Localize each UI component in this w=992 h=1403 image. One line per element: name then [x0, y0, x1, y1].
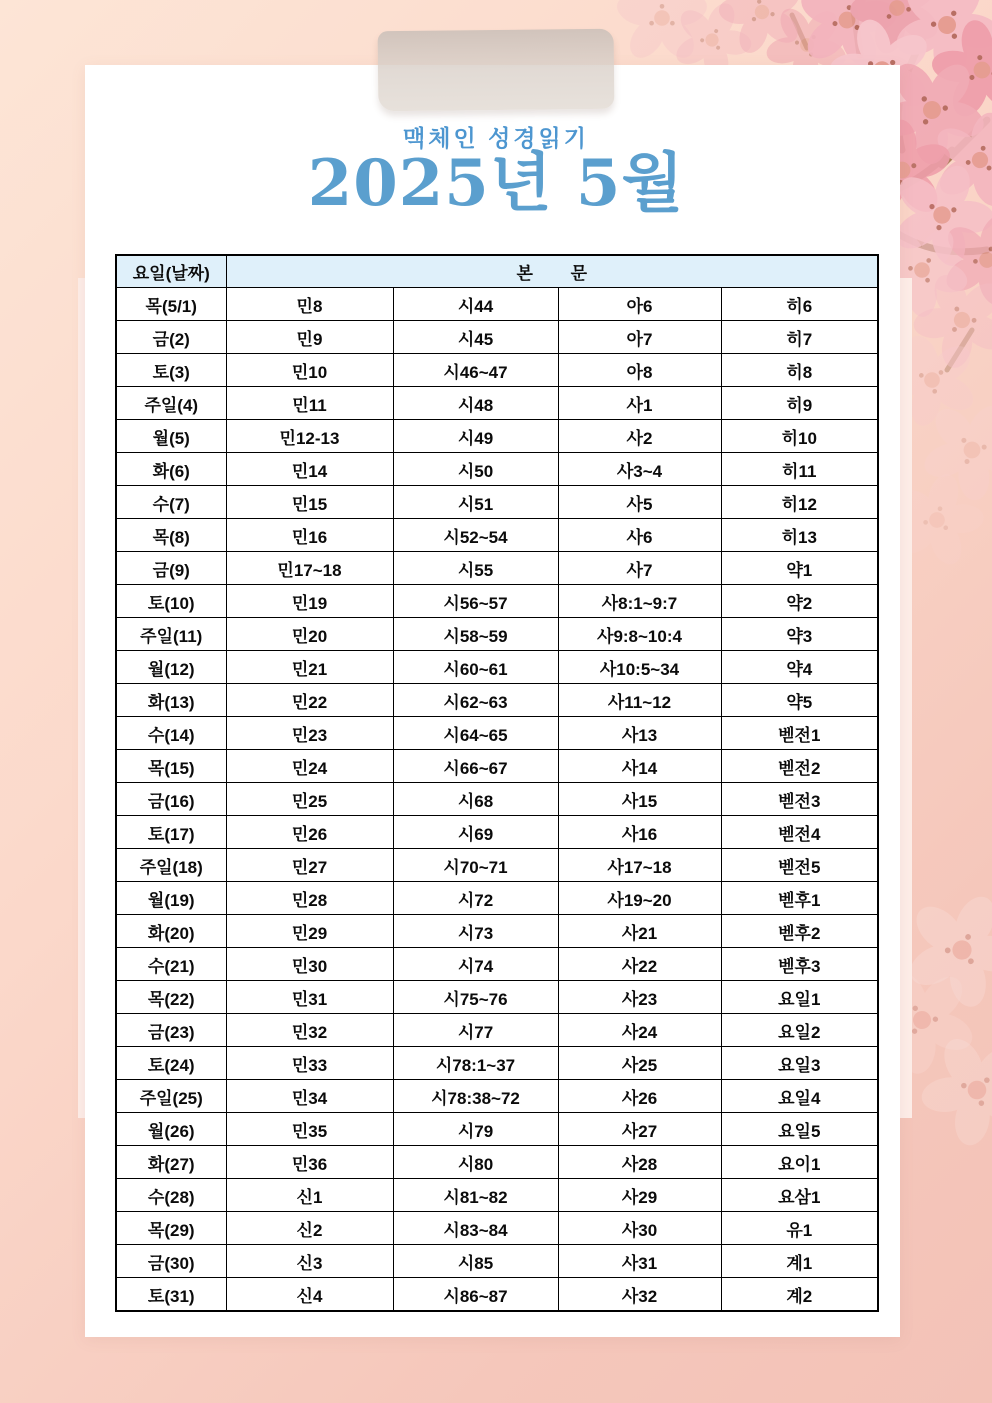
- reading-table: [115, 254, 879, 1312]
- passage-cell: 사13: [558, 717, 721, 750]
- passage-cell: 민11: [226, 387, 393, 420]
- table-row: [116, 882, 878, 915]
- table-row: [116, 981, 878, 1014]
- passage-cell: 민27: [226, 849, 393, 882]
- passage-cell: 사21: [558, 915, 721, 948]
- passage-cell: 시68: [393, 783, 558, 816]
- passage-cell: 히6: [721, 288, 878, 321]
- day-cell: 목(29): [116, 1212, 226, 1245]
- day-cell: 토(17): [116, 816, 226, 849]
- passage-cell: 민12-13: [226, 420, 393, 453]
- passage-cell: 시78:38~72: [393, 1080, 558, 1113]
- passage-cell: 사27: [558, 1113, 721, 1146]
- passage-cell: 요일5: [721, 1113, 878, 1146]
- passage-cell: 사2: [558, 420, 721, 453]
- poster-title: 2025년 5월: [307, 146, 685, 221]
- passage-cell: 시78:1~37: [393, 1047, 558, 1080]
- passage-cell: 아7: [558, 321, 721, 354]
- day-cell: 수(7): [116, 486, 226, 519]
- day-cell: 주일(18): [116, 849, 226, 882]
- passage-cell: 민25: [226, 783, 393, 816]
- passage-cell: 민35: [226, 1113, 393, 1146]
- passage-cell: 시55: [393, 552, 558, 585]
- passage-cell: 시49: [393, 420, 558, 453]
- passage-cell: 시66~67: [393, 750, 558, 783]
- passage-cell: 사29: [558, 1179, 721, 1212]
- day-cell: 수(28): [116, 1179, 226, 1212]
- table-row: [116, 420, 878, 453]
- passage-cell: 사23: [558, 981, 721, 1014]
- passage-cell: 사17~18: [558, 849, 721, 882]
- table-row: [116, 453, 878, 486]
- day-cell: 토(24): [116, 1047, 226, 1080]
- passage-cell: 벧전5: [721, 849, 878, 882]
- table-row: [116, 750, 878, 783]
- passage-cell: 시83~84: [393, 1212, 558, 1245]
- passage-cell: 벧후2: [721, 915, 878, 948]
- passage-cell: 사16: [558, 816, 721, 849]
- table-row: [116, 1245, 878, 1278]
- passage-cell: 약5: [721, 684, 878, 717]
- passage-cell: 히9: [721, 387, 878, 420]
- passage-cell: 시58~59: [393, 618, 558, 651]
- table-row: [116, 1113, 878, 1146]
- table-row: [116, 1278, 878, 1312]
- passage-cell: 히12: [721, 486, 878, 519]
- washi-tape: [378, 29, 615, 111]
- passage-cell: 요일4: [721, 1080, 878, 1113]
- passage-cell: 시44: [393, 288, 558, 321]
- day-cell: 주일(11): [116, 618, 226, 651]
- passage-cell: 시81~82: [393, 1179, 558, 1212]
- passage-cell: 신1: [226, 1179, 393, 1212]
- passage-cell: 사6: [558, 519, 721, 552]
- passage-cell: 시86~87: [393, 1278, 558, 1312]
- passage-cell: 시60~61: [393, 651, 558, 684]
- table-row: [116, 948, 878, 981]
- table-row: [116, 1212, 878, 1245]
- table-row: [116, 519, 878, 552]
- day-cell: 월(5): [116, 420, 226, 453]
- day-cell: 월(26): [116, 1113, 226, 1146]
- day-cell: 화(27): [116, 1146, 226, 1179]
- day-cell: 토(10): [116, 585, 226, 618]
- passage-cell: 시62~63: [393, 684, 558, 717]
- day-cell: 금(23): [116, 1014, 226, 1047]
- passage-cell: 사8:1~9:7: [558, 585, 721, 618]
- passage-cell: 사7: [558, 552, 721, 585]
- passage-cell: 약4: [721, 651, 878, 684]
- table-row: [116, 717, 878, 750]
- table-row: [116, 849, 878, 882]
- passage-cell: 시72: [393, 882, 558, 915]
- day-cell: 금(2): [116, 321, 226, 354]
- table-row: [116, 486, 878, 519]
- passage-cell: 유1: [721, 1212, 878, 1245]
- passage-cell: 시74: [393, 948, 558, 981]
- passage-cell: 민9: [226, 321, 393, 354]
- passage-cell: 민36: [226, 1146, 393, 1179]
- table-row: [116, 684, 878, 717]
- passage-cell: 시52~54: [393, 519, 558, 552]
- passage-cell: 민23: [226, 717, 393, 750]
- passage-cell: 시77: [393, 1014, 558, 1047]
- passage-cell: 히8: [721, 354, 878, 387]
- passage-cell: 신3: [226, 1245, 393, 1278]
- passage-cell: 벧전2: [721, 750, 878, 783]
- passage-cell: 민10: [226, 354, 393, 387]
- passage-cell: 계1: [721, 1245, 878, 1278]
- table-row: [116, 618, 878, 651]
- table-row: [116, 1080, 878, 1113]
- day-header-cell: 요일(날짜): [116, 255, 226, 288]
- passage-cell: 민15: [226, 486, 393, 519]
- passage-cell: 사28: [558, 1146, 721, 1179]
- passage-cell: 사10:5~34: [558, 651, 721, 684]
- day-cell: 목(22): [116, 981, 226, 1014]
- table-row: [116, 651, 878, 684]
- table-row: [116, 1146, 878, 1179]
- day-cell: 토(31): [116, 1278, 226, 1312]
- table-row: [116, 387, 878, 420]
- passage-cell: 민26: [226, 816, 393, 849]
- passage-cell: 벧후1: [721, 882, 878, 915]
- table-row: [116, 1179, 878, 1212]
- day-cell: 화(6): [116, 453, 226, 486]
- day-cell: 목(15): [116, 750, 226, 783]
- table-row: [116, 816, 878, 849]
- passage-cell: 사15: [558, 783, 721, 816]
- passage-cell: 민29: [226, 915, 393, 948]
- passage-cell: 히7: [721, 321, 878, 354]
- passage-cell: 사26: [558, 1080, 721, 1113]
- table-row: [116, 1047, 878, 1080]
- passage-cell: 시73: [393, 915, 558, 948]
- passage-cell: 시46~47: [393, 354, 558, 387]
- day-cell: 목(8): [116, 519, 226, 552]
- reading-table-body: [116, 288, 878, 1312]
- table-row: [116, 288, 878, 321]
- passage-cell: 사32: [558, 1278, 721, 1312]
- day-cell: 주일(4): [116, 387, 226, 420]
- passage-cell: 시80: [393, 1146, 558, 1179]
- day-cell: 화(20): [116, 915, 226, 948]
- passage-cell: 민32: [226, 1014, 393, 1047]
- passage-cell: 약1: [721, 552, 878, 585]
- passage-cell: 사5: [558, 486, 721, 519]
- passage-header-cell: 본 문: [226, 255, 878, 288]
- header-row: [116, 255, 878, 288]
- passage-cell: 민20: [226, 618, 393, 651]
- passage-cell: 약2: [721, 585, 878, 618]
- passage-cell: 히13: [721, 519, 878, 552]
- passage-cell: 시69: [393, 816, 558, 849]
- passage-cell: 사14: [558, 750, 721, 783]
- passage-cell: 사25: [558, 1047, 721, 1080]
- day-cell: 화(13): [116, 684, 226, 717]
- passage-cell: 민33: [226, 1047, 393, 1080]
- passage-cell: 요일2: [721, 1014, 878, 1047]
- passage-cell: 시64~65: [393, 717, 558, 750]
- day-cell: 금(30): [116, 1245, 226, 1278]
- passage-cell: 민24: [226, 750, 393, 783]
- passage-cell: 사22: [558, 948, 721, 981]
- passage-cell: 민31: [226, 981, 393, 1014]
- passage-cell: 약3: [721, 618, 878, 651]
- passage-cell: 시70~71: [393, 849, 558, 882]
- day-cell: 토(3): [116, 354, 226, 387]
- passage-cell: 사31: [558, 1245, 721, 1278]
- day-cell: 금(16): [116, 783, 226, 816]
- passage-cell: 민14: [226, 453, 393, 486]
- passage-cell: 요이1: [721, 1146, 878, 1179]
- passage-cell: 요일3: [721, 1047, 878, 1080]
- passage-cell: 사30: [558, 1212, 721, 1245]
- passage-cell: 민30: [226, 948, 393, 981]
- table-row: [116, 585, 878, 618]
- day-cell: 수(21): [116, 948, 226, 981]
- passage-cell: 사11~12: [558, 684, 721, 717]
- passage-cell: 벧전1: [721, 717, 878, 750]
- passage-cell: 시79: [393, 1113, 558, 1146]
- table-row: [116, 354, 878, 387]
- passage-cell: 아8: [558, 354, 721, 387]
- passage-cell: 시48: [393, 387, 558, 420]
- day-cell: 월(12): [116, 651, 226, 684]
- passage-cell: 시45: [393, 321, 558, 354]
- passage-cell: 벧전3: [721, 783, 878, 816]
- passage-cell: 벧전4: [721, 816, 878, 849]
- passage-cell: 아6: [558, 288, 721, 321]
- passage-cell: 시56~57: [393, 585, 558, 618]
- passage-cell: 민34: [226, 1080, 393, 1113]
- passage-cell: 민19: [226, 585, 393, 618]
- passage-cell: 요삼1: [721, 1179, 878, 1212]
- poster-subtitle: 맥체인 성경읽기: [403, 125, 589, 151]
- passage-cell: 사9:8~10:4: [558, 618, 721, 651]
- passage-cell: 민16: [226, 519, 393, 552]
- table-row: [116, 783, 878, 816]
- passage-cell: 민17~18: [226, 552, 393, 585]
- passage-cell: 민8: [226, 288, 393, 321]
- passage-cell: 사1: [558, 387, 721, 420]
- passage-cell: 사3~4: [558, 453, 721, 486]
- passage-cell: 시85: [393, 1245, 558, 1278]
- passage-cell: 민21: [226, 651, 393, 684]
- day-cell: 월(19): [116, 882, 226, 915]
- table-row: [116, 321, 878, 354]
- table-row: [116, 1014, 878, 1047]
- passage-cell: 시51: [393, 486, 558, 519]
- day-cell: 금(9): [116, 552, 226, 585]
- day-cell: 주일(25): [116, 1080, 226, 1113]
- day-cell: 목(5/1): [116, 288, 226, 321]
- passage-cell: 계2: [721, 1278, 878, 1312]
- poster-card: [85, 65, 900, 1337]
- passage-cell: 사19~20: [558, 882, 721, 915]
- passage-cell: 히10: [721, 420, 878, 453]
- table-row: [116, 915, 878, 948]
- reading-table-header: [116, 255, 878, 288]
- passage-cell: 사24: [558, 1014, 721, 1047]
- passage-cell: 히11: [721, 453, 878, 486]
- passage-cell: 벧후3: [721, 948, 878, 981]
- passage-cell: 신4: [226, 1278, 393, 1312]
- table-row: [116, 552, 878, 585]
- passage-cell: 민28: [226, 882, 393, 915]
- passage-cell: 시50: [393, 453, 558, 486]
- day-cell: 수(14): [116, 717, 226, 750]
- passage-cell: 신2: [226, 1212, 393, 1245]
- passage-cell: 민22: [226, 684, 393, 717]
- passage-cell: 시75~76: [393, 981, 558, 1014]
- passage-cell: 요일1: [721, 981, 878, 1014]
